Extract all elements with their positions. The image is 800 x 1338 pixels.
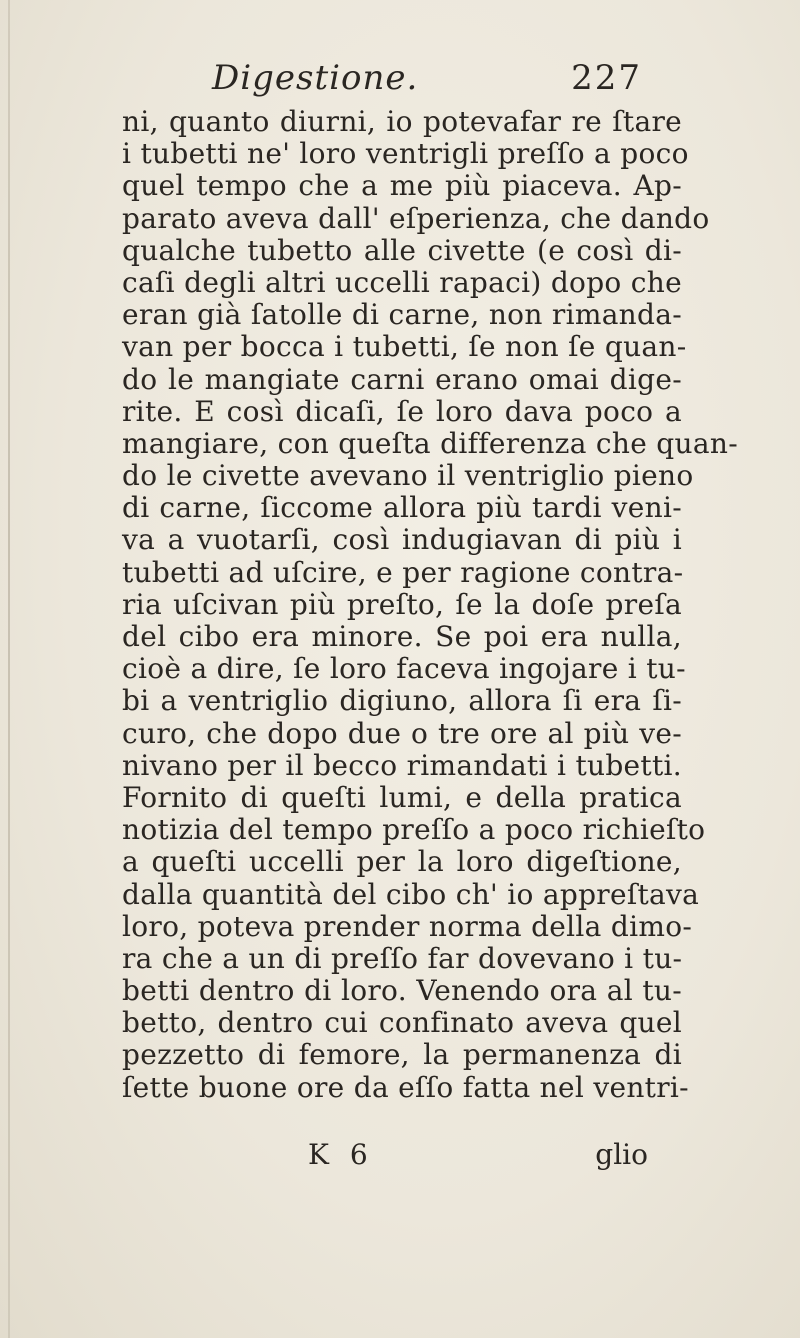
text-line: rite. E così dicaſi, ſe loro dava poco a	[122, 394, 682, 428]
text-line: loro, poteva prender norma della dimo-	[122, 909, 693, 943]
text-line: a queſti uccelli per la loro digeſtione,	[122, 845, 682, 879]
signature-mark: K 6	[308, 1138, 374, 1171]
text-line: ni, quanto diurni, io potevafar re ſtare	[122, 105, 682, 138]
page-gutter-edge	[8, 0, 10, 1338]
text-line: ra che a un di preſſo far dovevano i tu-	[122, 941, 683, 975]
running-title: Digestione.	[212, 58, 419, 98]
text-line: ſette buone ore da eſſo fatta nel ventri-	[122, 1070, 689, 1104]
text-line: betto, dentro cui confinato aveva quel	[122, 1006, 682, 1040]
page-footer	[308, 1138, 648, 1174]
catchword: glio	[595, 1138, 648, 1171]
text-line: Fornito di queſti lumi, e della pratica	[122, 780, 682, 814]
text-line: pezzetto di femore, la permanenza di	[122, 1038, 682, 1072]
text-line: bi a ventriglio digiuno, allora ſi era ſi-	[122, 684, 682, 718]
text-line: dalla quantità del cibo ch' io appreſtava	[122, 877, 700, 911]
text-line: van per bocca i tubetti, ſe non ſe quan-	[122, 330, 687, 364]
text-line: i tubetti ne' loro ventrigli preſſo a poco	[122, 137, 689, 171]
text-line: caſi degli altri uccelli rapaci) dopo che	[122, 265, 682, 299]
text-line: cioè a dire, ſe loro faceva ingojare i tu-	[122, 652, 686, 686]
text-line: qualche tubetto alle civette (e così di-	[122, 233, 682, 267]
text-line: do le civette avevano il ventriglio pieno	[122, 459, 694, 493]
body-text	[122, 105, 738, 1104]
page-number: 227	[571, 58, 642, 98]
text-line: parato aveva dall' eſperienza, che dando	[122, 201, 710, 235]
running-head	[212, 58, 652, 106]
text-line: do le mangiate carni erano omai dige-	[122, 362, 682, 396]
text-line: curo, che dopo due o tre ore al più ve-	[122, 716, 682, 750]
text-line: va a vuotarſi, così indugiavan di più i	[122, 523, 682, 557]
text-line: quel tempo che a me più piaceva. Ap-	[122, 169, 682, 203]
text-line: mangiare, con queſta differenza che quan-	[122, 426, 738, 460]
text-line: del cibo era minore. Se poi era nulla,	[122, 620, 682, 653]
text-line: notizia del tempo preſſo a poco richieſto	[122, 813, 706, 847]
text-line: tubetti ad uſcire, e per ragione contra-	[122, 555, 684, 589]
text-line: di carne, ſiccome allora più tardi veni-	[122, 491, 682, 525]
text-line: ria uſcivan più preſto, ſe la doſe preſa	[122, 587, 682, 621]
text-line: eran già ſatolle di carne, non rimanda-	[122, 298, 682, 332]
text-line: nivano per il becco rimandati i tubetti.	[122, 748, 682, 782]
text-line: betti dentro di loro. Venendo ora al tu-	[122, 974, 682, 1008]
